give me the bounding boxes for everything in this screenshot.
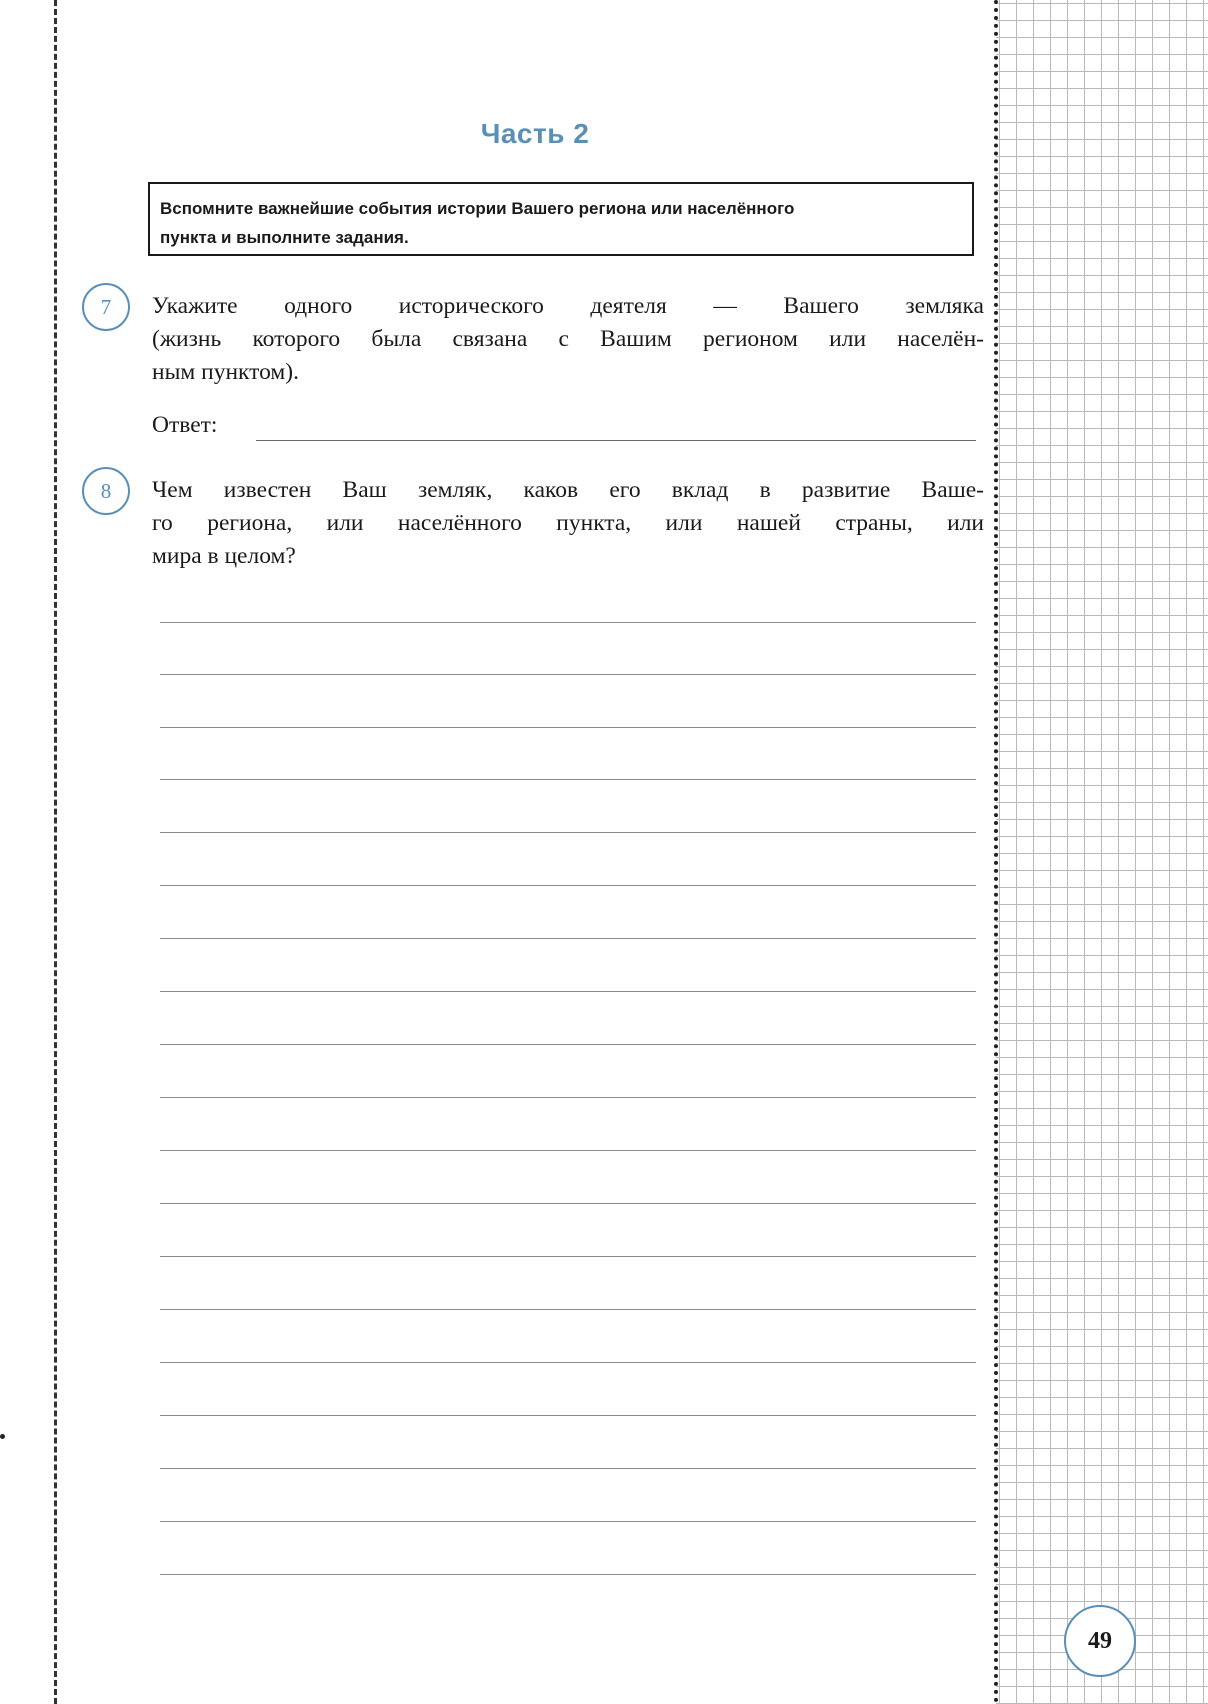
answer-writing-line[interactable] — [160, 1097, 976, 1098]
task-8-line-1: Чем известен Ваш земляк, каков его вклад в развитие Ваше- — [152, 477, 984, 503]
task-7-line-1: Укажите одного исторического деятеля — Вашего земляка — [152, 293, 984, 319]
answer-writing-line[interactable] — [160, 991, 976, 992]
task-8-number-circle: 8 — [82, 467, 130, 515]
answer-writing-line[interactable] — [160, 885, 976, 886]
answer-writing-line[interactable] — [160, 938, 976, 939]
answer-writing-line[interactable] — [160, 1362, 976, 1363]
draft-grid — [996, 0, 1208, 1704]
answer-writing-line[interactable] — [160, 622, 976, 623]
answer-writing-line[interactable] — [160, 1309, 976, 1310]
part-title: Часть 2 — [480, 118, 590, 149]
instruction-box — [148, 182, 974, 256]
task-7-line-2: (жизнь которого была связана с Вашим регионом или населён- — [152, 326, 984, 352]
task-7-number-circle: 7 — [82, 283, 130, 331]
answer-writing-line[interactable] — [160, 1256, 976, 1257]
task-8-text — [152, 474, 984, 573]
instruction-line-1: Вспомните важнейшие события истории Вашего региона или населённого — [160, 199, 795, 218]
answer-writing-line[interactable] — [160, 1203, 976, 1204]
task-7-text — [152, 290, 984, 389]
answer-writing-line[interactable] — [160, 1468, 976, 1469]
answer-writing-line[interactable] — [160, 727, 976, 728]
task-8-line-2: го региона, или населённого пункта, или нашей страны, или — [152, 510, 984, 536]
binder-dot — [0, 1434, 5, 1439]
answer-writing-line[interactable] — [160, 832, 976, 833]
answer-writing-line[interactable] — [160, 779, 976, 780]
answer-writing-line[interactable] — [160, 1521, 976, 1522]
right-cut-line — [994, 0, 998, 1704]
answer-writing-line[interactable] — [160, 1415, 976, 1416]
task-7-answer-field[interactable] — [256, 440, 976, 441]
answer-writing-line[interactable] — [160, 1044, 976, 1045]
task-8-line-3: мира в целом? — [152, 543, 296, 569]
page-number-badge: 49 — [1064, 1605, 1136, 1677]
answer-writing-line[interactable] — [160, 674, 976, 675]
task-7-line-3: ным пунктом). — [152, 359, 299, 385]
instruction-line-2: пункта и выполните задания. — [160, 228, 409, 247]
answer-writing-line[interactable] — [160, 1150, 976, 1151]
answer-label: Ответ: — [152, 412, 218, 438]
left-cut-line — [54, 0, 57, 1704]
answer-writing-line[interactable] — [160, 1574, 976, 1575]
